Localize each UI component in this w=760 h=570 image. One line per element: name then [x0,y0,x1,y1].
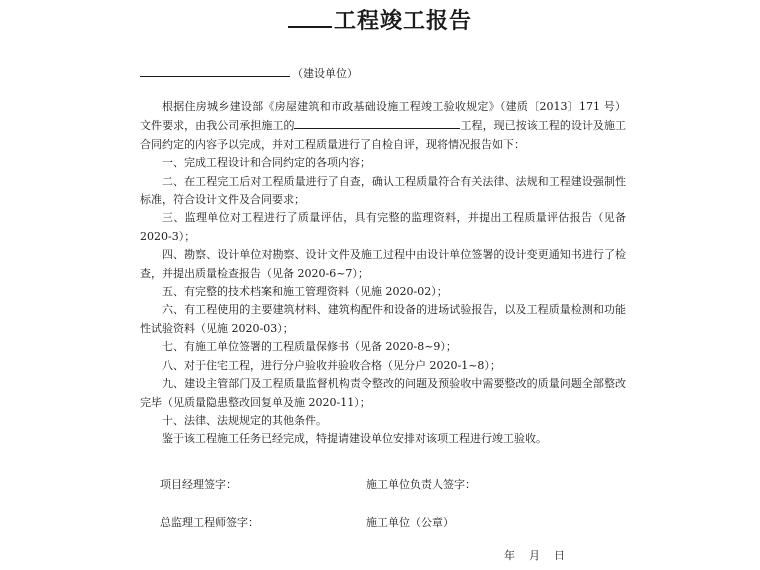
item-6: 六、有工程使用的主要建筑材料、建筑构配件和设备的进场试验报告，以及工程质量检测和功能性试验资料（见施 2020-03）； [140,303,626,335]
item-8: 八、对于住宅工程，进行分户验收并验收合格（见分户 2020-1~8）； [162,358,501,372]
intro-paragraph [140,98,626,154]
contractor-head-signature-label: 施工单位负责人签字： [366,478,476,491]
addressee-line [140,64,358,81]
date-line [504,547,579,563]
project-name-blank[interactable] [288,6,332,28]
addressee-label: （建设单位） [292,67,358,80]
date-month: 月 [529,549,540,562]
contractor-seal-label: 施工单位（公章） [366,516,454,529]
item-4: 四、勘察、设计单位对勘察、设计文件及施工过程中由设计单位签署的设计变更通知书进行了检查，并提出质量检查报告（见备 2020-6~7）； [140,248,626,280]
report-title [0,4,760,35]
item-2: 二、在工程完工后对工程质量进行了自查，确认工程质量符合有关法律、法规和工程建设强制性标准，符合设计文件及合同要求； [140,174,626,207]
date-year: 年 [504,549,515,562]
date-day: 日 [554,549,565,562]
intro-text-2: 工程，现已按该工程的设计及施工合同约定的内容予以完成，并对工程质量进行了自检自评，现将情况报告如下： [140,119,627,151]
item-1: 一、完成工程设计和合同约定的各项内容； [162,156,371,170]
project-blank[interactable] [294,116,460,129]
item-10: 十、法律、法规规定的其他条件。 [162,413,327,427]
closing-paragraph: 鉴于该工程施工任务已经完成，特提请建设单位安排对该项工程进行竣工验收。 [162,432,547,446]
item-7: 七、有施工单位签署的工程质量保修书（见备 2020-8~9）； [162,340,457,354]
chief-supervisor-signature-label: 总监理工程师签字： [160,516,259,529]
intro-text-1: 根据住房城乡建设部《房屋建筑和市政基础设施工程竣工验收规定》（建质〔2013〕171 号）文件要求，由我公司承担施工的 [140,100,626,133]
item-5: 五、有完整的技术档案和施工管理资料（见施 2020-02）； [162,285,448,299]
project-manager-signature-label: 项目经理签字： [160,478,237,491]
developer-name-blank[interactable] [140,64,290,77]
report-title-text: 工程竣工报告 [333,9,472,34]
item-3: 三、监理单位对工程进行了质量评估，具有完整的监理资料，并提出工程质量评估报告（见备 2020-3）； [140,211,626,243]
item-9: 九、建设主管部门及工程质量监督机构责令整改的问题及预验收中需要整改的质量问题全部整改完毕（见质量隐患整改回复单及施 2020-11）； [140,377,626,409]
report-body [140,98,626,449]
